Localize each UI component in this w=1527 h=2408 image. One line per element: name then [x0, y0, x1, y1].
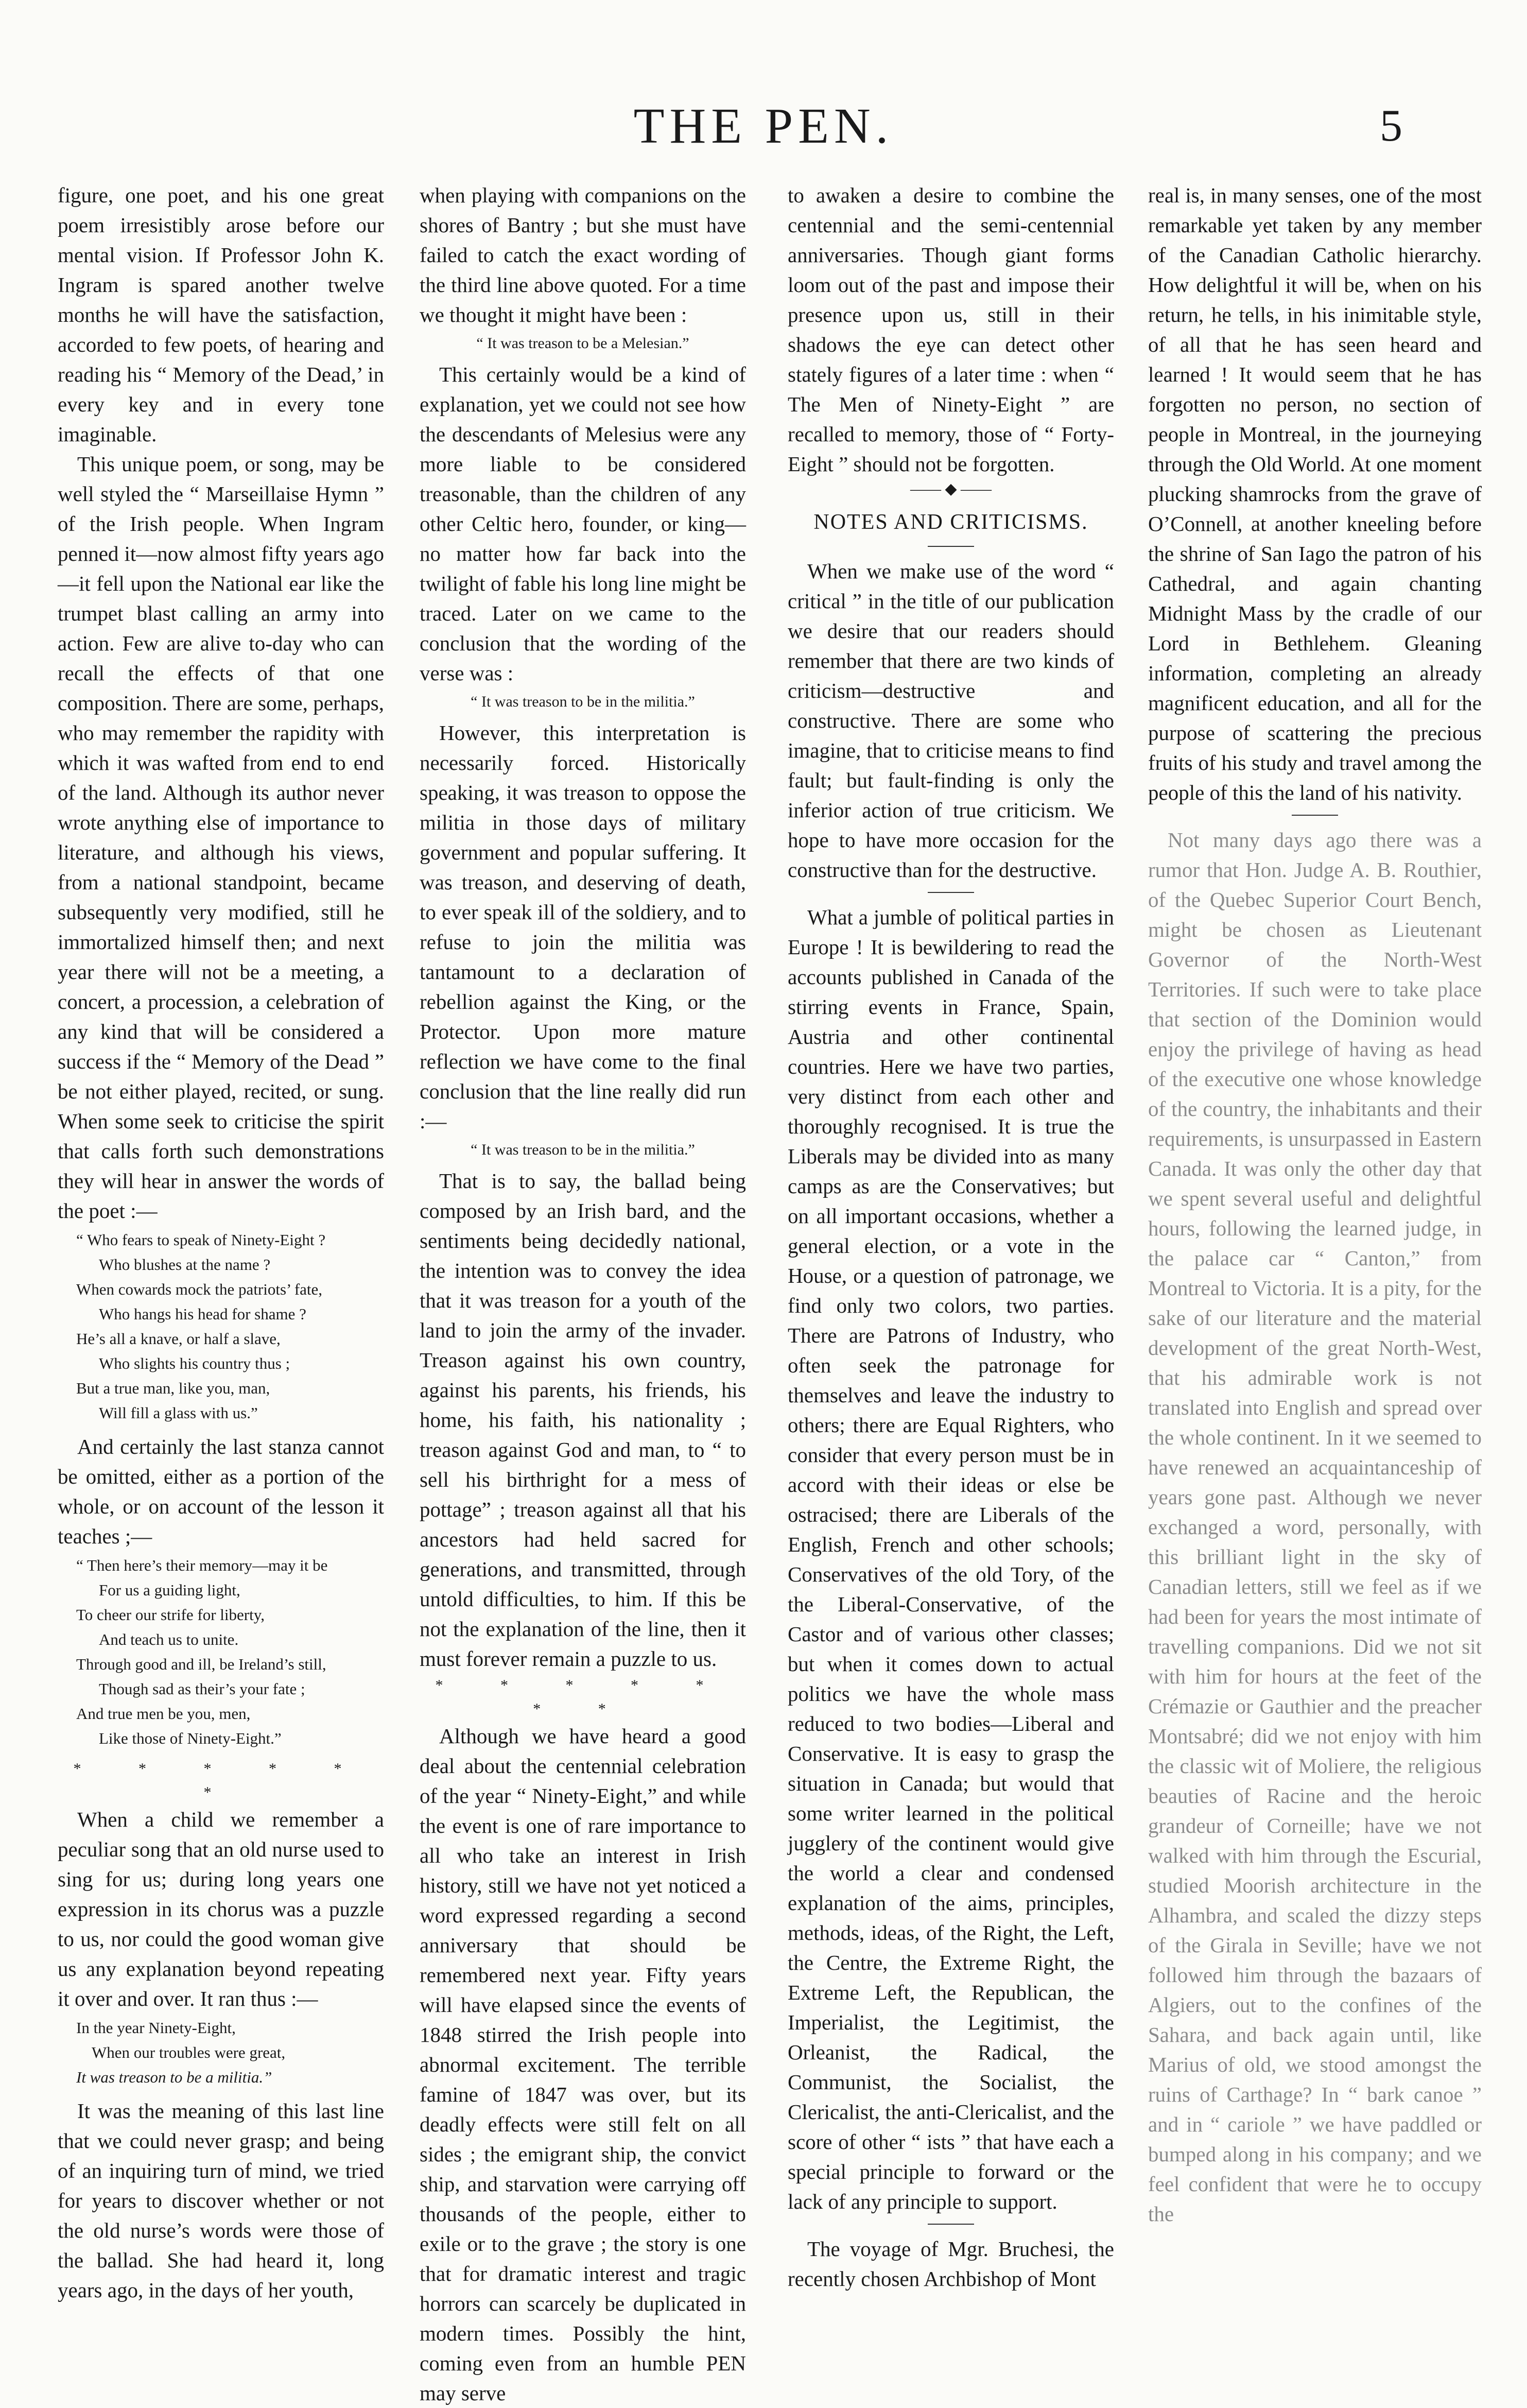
section-break-stars: * * * * * * * [435, 1677, 731, 1717]
paragraph: It was the meaning of this last line that we could never grasp; and being of an inquiring turn of mind, we tried for years to discover whether or not the old nurse’s words were those of the ballad. She had heard it, long years ago, in the days of her youth, [58, 2099, 384, 2302]
verse-line: It was treason to be a militia.” [76, 2068, 272, 2086]
verse-line: And teach us to unite. [99, 1630, 239, 1648]
column-2 [420, 180, 746, 2405]
paragraph: However, this interpretation is necessarily forced. Historically speaking, it was treason to oppose the militia in those days of military government and popular suffering. It was treason, and deserving of death, to ever speak ill of the soldiery, and to refuse to join the militia was tantamount to a declaration of rebellion against the King, or the Protector. Upon more mature reflection we have come to the final conclusion that the line really did run :— [420, 721, 746, 1133]
verse-line: Will fill a glass with us.” [99, 1404, 258, 1422]
quoted-line: “ It was treason to be in the militia.” [471, 1141, 695, 1158]
quoted-line: “ It was treason to be a Melesian.” [476, 335, 689, 352]
paragraph: That is to say, the ballad being composed by an Irish bard, and the sentiments being decidedly national, the intention was to convey the idea that it was treason for a youth of the land to join the army of the invader. Treason against his own country, against his parents, his friends, his home, his faith, his nationality ; treason against God and man, to “ to sell his birthright for a mess of pottage” ; treason against all that his ancestors had held sacred for generations, and transmitted, through untold difficulties, to him. If this be not the explanation of the line, then it must forever remain a puzzle to us. [420, 1169, 746, 1671]
verse-line: “ Then here’s their memory—may it be [76, 1556, 328, 1574]
paragraph: when playing with companions on the shores of Bantry ; but she must have failed to catch the exact wording of the third line above quoted. For a time we thought it might have been : [420, 183, 746, 326]
column-1 [58, 180, 384, 2302]
ornament-divider: —— ◆ —— [910, 480, 992, 497]
paragraph: This unique poem, or song, may be well styled the “ Marseillaise Hymn ” of the Irish people. When Ingram penned it—now almost fifty years ago—it fell upon the National ear like the trumpet blast calling an army into action. Few are alive to-day who can recall the effects of that one composition. There are some, perhaps, who may remember the rapidity with which it was wafted from end to end of the land. Although its author never wrote anything else of importance to literature, and although his views, from a national standpoint, became subsequently very modified, still he immortalized himself then; and next year there will not be a meeting, a concert, a procession, a celebration of any kind that will be considered a success if the “ Memory of the Dead ” be not either played, recited, or sung. When some seek to criticise the spirit that calls forth such demonstrations they will hear in answer the words of the poet :— [58, 452, 384, 1223]
verse-line: When cowards mock the patriots’ fate, [76, 1280, 323, 1298]
paragraph: And certainly the last stanza cannot be omitted, either as a portion of the whole, or on account of the lesson it teaches ;— [58, 1435, 384, 1548]
verse-line: In the year Ninety-Eight, [76, 2019, 236, 2037]
verse-line: When our troubles were great, [92, 2043, 286, 2061]
section-heading: NOTES AND CRITICISMS. [813, 510, 1088, 534]
section-break-stars: * * * * * * [73, 1760, 369, 1801]
short-rule [1292, 815, 1338, 816]
short-rule [928, 2224, 974, 2225]
verse-line: Who slights his country thus ; [99, 1354, 290, 1372]
verse-line: Who hangs his head for shame ? [99, 1305, 306, 1323]
paragraph: The voyage of Mgr. Bruchesi, the recently chosen Archbishop of Mont [788, 2237, 1114, 2291]
verse-line: Like those of Ninety-Eight.” [99, 1729, 282, 1747]
verse-line: But a true man, like you, man, [76, 1379, 270, 1397]
paragraph: Although we have heard a good deal about the centennial celebration of the year “ Ninety-Eight,” and while the event is one of rare importance to all who take an interest in Irish history, still we have not yet noticed a word expressed regarding a second anniversary that should be remembered next year. Fifty years will have elapsed since the events of 1848 stirred the Irish people into abnormal excitement. The terrible famine of 1847 was over, but its deadly effects were still felt on all sides ; the emigrant ship, the convict ship, and starvation were carrying off thousands of the people, either to exile or to the grave ; the story is one that for dramatic interest and tragic horrors can scarcely be duplicated in modern times. Possibly the hint, coming even from an humble PEN may serve [420, 1724, 746, 2405]
paragraph: to awaken a desire to combine the centennial and the semi-centennial anniversaries. Though giant forms loom out of the past and impose their presence upon us, still in their shadows the eye can detect other stately figures of a later time : when “ The Men of Ninety-Eight ” are recalled to memory, those of “ Forty-Eight ” should not be forgotten. [788, 183, 1114, 476]
verse-line: And true men be you, men, [76, 1705, 251, 1723]
verse-line: Who blushes at the name ? [99, 1255, 271, 1274]
paragraph: What a jumble of political parties in Europe ! It is bewildering to read the accounts published in Canada of the stirring events in France, Spain, Austria and other continental countries. Here we have two parties, very distinct from each other and thoroughly recognised. It is true the Liberals may be divided into as many camps as are the Conservatives; but on all important occasions, whether a general election, or a vote in the House, or a question of patronage, we find only two colors, two parties. There are Patrons of Industry, who often seek the patronage for themselves and leave the industry to others; there are Equal Righters, who consider that every person must be in accord with their ideas or else be ostracised; there are Liberals of the English, French and other schools; Conservatives of the old Tory, of the the Liberal-Conservative, of the Castor and of various other classes; but when it comes down to actual politics we have the whole mass reduced to two bodies—Liberal and Conservative. It is easy to grasp the situation in Canada; but would that some writer learned in the political jugglery of the continent would give the world a clear and condensed explanation of the aims, principles, methods, ideas, of the Right, the Left, the Centre, the Extreme Right, the Extreme Left, the Republican, the Imperialist, the Legitimist, the Orleanist, the Radical, the Communist, the Socialist, the Clericalist, the anti-Clericalist, and the score of other “ ists ” that have each a special principle to forward or the lack of any principle to support. [788, 905, 1114, 2213]
short-rule [928, 892, 974, 893]
verse-line: “ Who fears to speak of Ninety-Eight ? [76, 1231, 326, 1249]
page-title: THE PEN. [633, 98, 894, 154]
paragraph: This certainly would be a kind of explanation, yet we could not see how the descendants of Melesius were any more liable to be considered treasonable, than the children of any other Celtic hero, founder, or king—no matter how far back into the twilight of fable his long line might be traced. Later on we came to the conclusion that the wording of the verse was : [420, 363, 746, 685]
paragraph: real is, in many senses, one of the most remarkable yet taken by any member of the Canadian Catholic hierarchy. How delightful it will be, when on his return, he tells, in his inimitable style, of all that he has seen heard and learned ! It would seem that he has forgotten no person, no section of people in Montreal, in the journeying through the Old World. At one moment plucking shamrocks from the grave of O’Connell, at another kneeling before the shrine of San Iago the patron of his Cathedral, and again chanting Midnight Mass by the cradle of our Lord in Bethlehem. Gleaning information, completing an already magnificent education, and all for the purpose of scattering the precious fruits of his study and travel among the people of this the land of his nativity. [1148, 183, 1482, 804]
verse-line: He’s all a knave, or half a slave, [76, 1330, 281, 1348]
paragraph: When we make use of the word “ critical ” in the title of our publication we desire that our readers should remember that there are two kinds of criticism—destructive and constructive. There are some who imagine, that to criticise means to find fault; but fault-finding is only the inferior action of true criticism. We hope to have more occasion for the constructive than for the destructive. [788, 559, 1114, 882]
quoted-line: “ It was treason to be in the militia.” [471, 693, 695, 710]
verse-block [76, 1228, 384, 1425]
verse-block [76, 1553, 384, 1751]
verse-line: To cheer our strife for liberty, [76, 1606, 265, 1624]
masthead [0, 88, 1527, 170]
paragraph: figure, one poet, and his one great poem irresistibly arose before our mental vision. If Professor John K. Ingram is spared another twelve months he will have the satisfaction, accorded to few poets, of hearing and reading his “ Memory of the Dead,’ in every key and in every tone imaginable. [58, 183, 384, 446]
paragraph: Not many days ago there was a rumor that Hon. Judge A. B. Routhier, of the Quebec Superior Court Bench, might be chosen as Lieutenant Governor of the North-West Territories. If such were to take place that section of the Dominion would enjoy the privilege of having as head of the executive one whose knowledge of the country, the inhabitants and their requirements, is unsurpassed in Eastern Canada. It was only the other day that we spent several useful and delightful hours, following the learned judge, in the palace car “ Canton,” from Montreal to Victoria. It is a pity, for the sake of our literature and the material development of the great North-West, that his admirable work is not translated into English and spread over the whole continent. In it we seemed to have renewed an acquaintanceship of years gone past. Although we never exchanged a word, personally, with this brilliant light in the sky of Canadian letters, still we feel as if we had been for years the most intimate of travelling companions. Did we not sit with him for hours at the feet of the Crémazie or Gauthier and the preacher Montsabré; did we not enjoy with him the classic wit of Moliere, the religious beauties of Racine and the heroic grandeur of Corneille; have we not walked with him through the Escurial, studied Moorish architecture in the Alhambra, and scaled the dizzy steps of the Girala in Seville; have we not followed him through the bazaars of Algiers, out to the confines of the Sahara, and back again until, like Marius of old, we stood amongst the ruins of Carthage? In “ bark canoe ” and in “ cariole ” we have paddled or bumped along in his company; and we feel confident that were he to occupy the [1148, 828, 1482, 2226]
verse-block [76, 2016, 384, 2090]
paragraph: When a child we remember a peculiar song that an old nurse used to sing for us; during long years one expression in its chorus was a puzzle to us, nor could the good woman give us any explanation beyond repeating it over and over. It ran thus :— [58, 1808, 384, 2010]
verse-line: Though sad as their’s your fate ; [99, 1680, 305, 1698]
column-4 [1148, 180, 1482, 2240]
verse-line: For us a guiding light, [99, 1581, 240, 1599]
short-rule [928, 546, 974, 547]
verse-line: Through good and ill, be Ireland’s still, [76, 1655, 326, 1673]
column-3 [788, 180, 1114, 2291]
page-number: 5 [1380, 101, 1402, 151]
